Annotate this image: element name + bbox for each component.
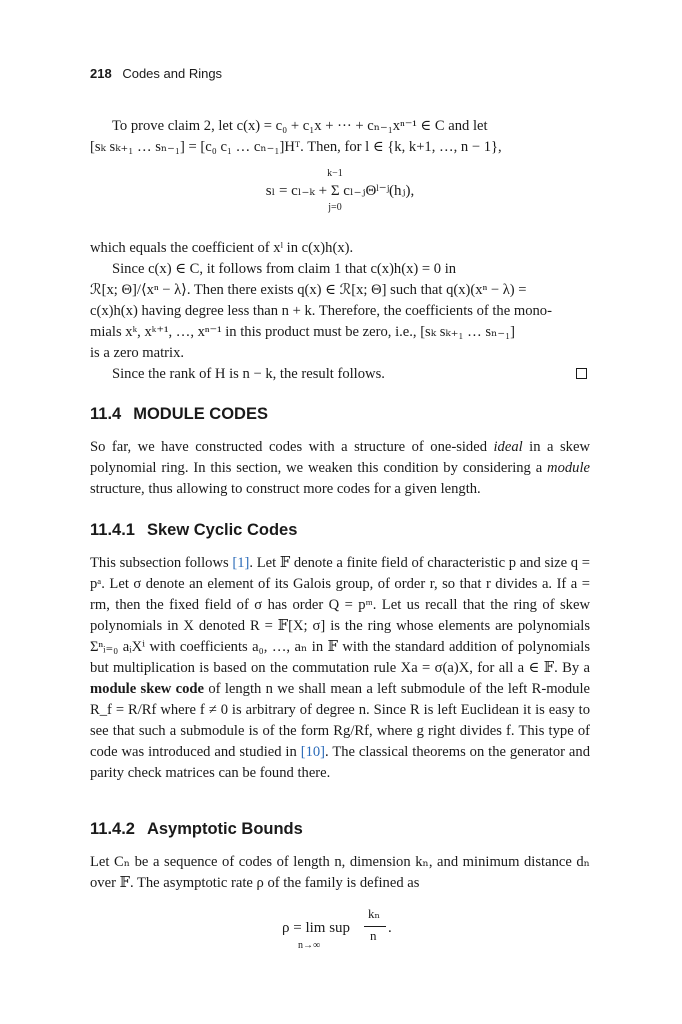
fraction-denominator: n [370, 928, 377, 943]
section-heading-11-4-2 [90, 820, 303, 839]
page-number: 218 [90, 66, 112, 81]
proof-line-2: [sₖ sₖ₊₁ … sₙ₋₁] = [c₀ c₁ … cₙ₋₁]Hᵀ. Then, for l ∈ {k, k+1, …, n − 1}, [90, 139, 502, 155]
limit-subscript: n→∞ [298, 940, 321, 951]
proof-line-7: mials xᵏ, xᵏ⁺¹, …, xⁿ⁻¹ in this product must be zero, i.e., [sₖ sₖ₊₁ … sₙ₋₁] [90, 324, 516, 340]
proof-line-5: ℛ[x; Θ]/⟨xⁿ − λ⟩. Then there exists q(x) ∈ ℛ[x; Θ] such that q(x)(xⁿ − λ) = [90, 282, 527, 298]
section-heading-11-4 [90, 405, 268, 424]
equation-sum-upper: k−1 [327, 168, 343, 179]
italic-term-ideal: ideal [493, 439, 523, 455]
section-number: 11.4.1 [90, 521, 135, 539]
text-run: . Let 𝔽 denote a finite field of characteristic p and size q = pᵃ. Let σ denote an element of its Galois group, of order r, so that r divides a. If a = rm, then the fixed field of σ has order Q = pᵐ. Let us recall that the ring of skew polynomials in X denoted R = 𝔽[X; σ] is the ring whose elements are polynomials Σⁿᵢ₌₀ aᵢXⁱ with coefficients a₀, …, aₙ in 𝔽 with the standard addition of polynomials but multiplication is based on the commutation rule Xa = σ(a)X, for all a ∈ 𝔽. By a [90, 555, 590, 676]
citation-link-10[interactable]: [10] [300, 744, 326, 760]
fraction-numerator: kₙ [368, 906, 381, 921]
proof-line-8: is a zero matrix. [90, 345, 185, 361]
bold-term-module-skew-code: module skew code [90, 681, 205, 697]
equation-sum-body: sₗ = cₗ₋ₖ + Σ cₗ₋ⱼΘˡ⁻ʲ(hⱼ), [265, 183, 415, 199]
text-run: of length n we shall mean a left submodule of the left R-module R_f = R/Rf where f ≠ 0 is arbitrary of degree n. Since R is left Euclidean it is easy to see that such a submodule is of the form Rg/Rf, where g right divides f. This type of code was introduced and studied in [90, 681, 590, 760]
section-11-4-1-paragraph [90, 553, 590, 784]
section-title: Asymptotic Bounds [146, 820, 303, 838]
section-number: 11.4 [90, 405, 122, 423]
proof-line-4: Since c(x) ∈ C, it follows from claim 1 that c(x)h(x) = 0 in [112, 261, 457, 277]
text-run: This subsection follows [90, 555, 233, 571]
equation-sum-lower: j=0 [328, 202, 342, 213]
text-run: . The classical theorems on the generator and parity check matrices can be found there. [90, 744, 590, 781]
section-title: MODULE CODES [133, 405, 268, 423]
proof-line-1: To prove claim 2, let c(x) = c₀ + c₁x + ··· + cₙ₋₁xⁿ⁻¹ ∈ C and let [112, 118, 488, 134]
equation-asymptotic-rate [282, 906, 422, 956]
proof-line-6: c(x)h(x) having degree less than n + k. Therefore, the coefficients of the mono- [90, 303, 552, 319]
proof-continuation [90, 238, 590, 385]
equation-period: . [388, 920, 392, 936]
proof-line-3: which equals the coefficient of xˡ in c(x)h(x). [90, 240, 354, 256]
section-number: 11.4.2 [90, 820, 135, 838]
proof-paragraph [90, 116, 590, 158]
citation-link-1[interactable]: [1] [232, 555, 250, 571]
running-header [90, 66, 222, 81]
section-11-4-2-paragraph: Let Cₙ be a sequence of codes of length n, dimension kₙ, and minimum distance dₙ over 𝔽. The asymptotic rate ρ of the family is defined as [90, 854, 590, 891]
qed-square [576, 368, 587, 379]
equation-lhs: ρ = lim sup [282, 920, 351, 936]
fraction-bar [364, 926, 386, 927]
running-title: Codes and Rings [122, 66, 223, 81]
text-run: structure, thus allowing to construct more codes for a given length. [90, 481, 481, 497]
italic-term-module: module [547, 460, 590, 476]
text-run: in a skew polynomial ring. In this section, we weaken this condition by considering a [90, 439, 590, 476]
text-run: So far, we have constructed codes with a structure of one-sided [90, 439, 494, 455]
equation-s-l [90, 168, 590, 214]
section-title: Skew Cyclic Codes [146, 521, 298, 539]
section-heading-11-4-1 [90, 521, 297, 540]
proof-line-9: Since the rank of H is n − k, the result follows. [112, 366, 385, 382]
section-11-4-paragraph [90, 437, 590, 500]
